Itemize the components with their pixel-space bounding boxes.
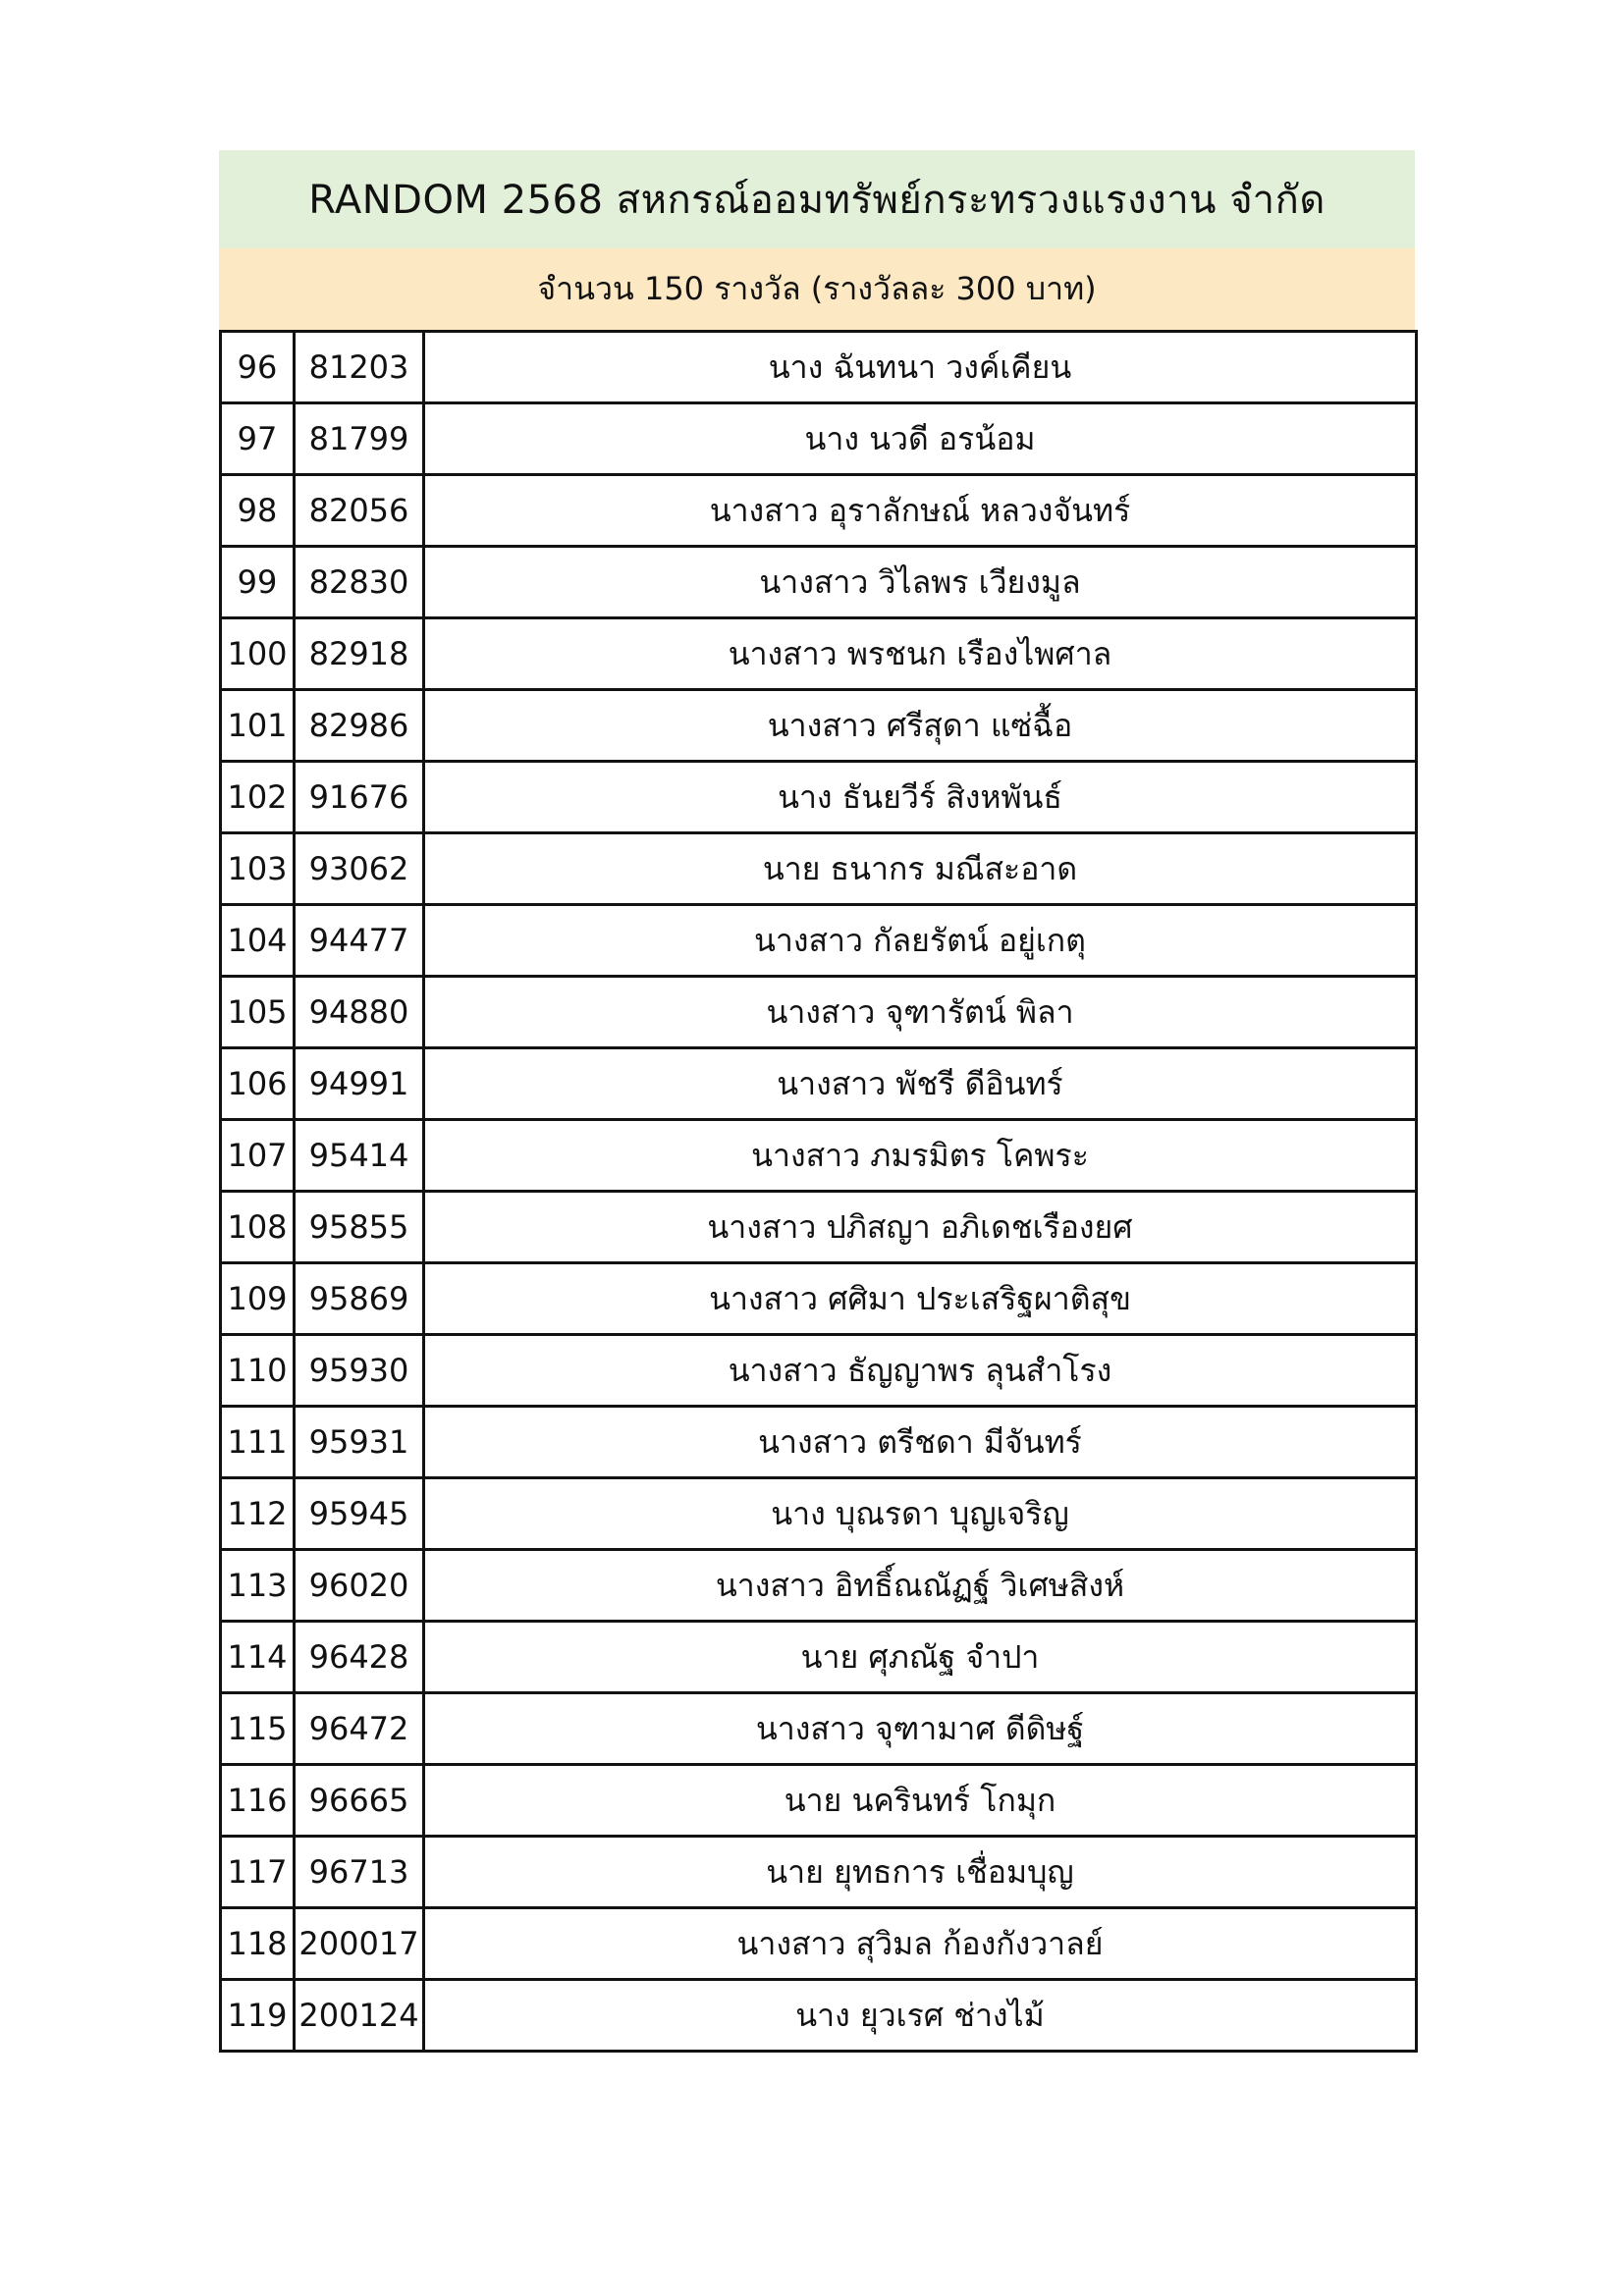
member-id-cell: 82056 [295,475,424,547]
member-id-cell: 95945 [295,1478,424,1550]
row-number-cell: 98 [221,475,295,547]
table-row [221,1908,1417,1980]
row-number-cell: 102 [221,762,295,833]
table-row [221,690,1417,762]
member-name-cell: นาย ยุทธการ เชื่อมบุญ [424,1837,1417,1908]
member-name-cell: นางสาว ตรีชดา มีจันทร์ [424,1407,1417,1478]
table-row [221,1120,1417,1192]
member-name-cell: นางสาว วิไลพร เวียงมูล [424,547,1417,618]
row-number-cell: 114 [221,1622,295,1693]
member-name-cell: นางสาว ศรีสุดา แซ่ฉื้อ [424,690,1417,762]
member-id-cell: 93062 [295,833,424,905]
member-id-cell: 91676 [295,762,424,833]
member-name-cell: นาย ศุภณัฐ จำปา [424,1622,1417,1693]
member-id-cell: 95931 [295,1407,424,1478]
member-name-cell: นางสาว พัชรี ดีอินทร์ [424,1048,1417,1120]
table-row [221,1407,1417,1478]
winners-table-body [221,332,1417,2052]
table-row [221,1837,1417,1908]
row-number-cell: 99 [221,547,295,618]
member-name-cell: นางสาว ปภิสญา อภิเดชเรืองยศ [424,1192,1417,1263]
member-name-cell: นางสาว ภมรมิตร โคพระ [424,1120,1417,1192]
member-name-cell: นางสาว จุฑามาศ ดีดิษฐ์ [424,1693,1417,1765]
member-id-cell: 81203 [295,332,424,403]
member-id-cell: 95855 [295,1192,424,1263]
document-title: RANDOM 2568 สหกรณ์ออมทรัพย์กระทรวงแรงงาน จำกัด [219,150,1415,248]
row-number-cell: 119 [221,1980,295,2052]
table-row [221,1048,1417,1120]
member-id-cell: 82918 [295,618,424,690]
member-id-cell: 82830 [295,547,424,618]
member-name-cell: นางสาว สุวิมล ก้องกังวาลย์ [424,1908,1417,1980]
row-number-cell: 100 [221,618,295,690]
member-name-cell: นาย นครินทร์ โกมุก [424,1765,1417,1837]
member-name-cell: นาง ธันยวีร์ สิงหพันธ์ [424,762,1417,833]
member-id-cell: 94477 [295,905,424,977]
member-id-cell: 200124 [295,1980,424,2052]
member-name-cell: นางสาว ธัญญาพร ลุนสำโรง [424,1335,1417,1407]
row-number-cell: 107 [221,1120,295,1192]
results-document [219,150,1415,2053]
winners-table [219,330,1418,2053]
member-name-cell: นาย ธนากร มณีสะอาด [424,833,1417,905]
row-number-cell: 116 [221,1765,295,1837]
row-number-cell: 111 [221,1407,295,1478]
row-number-cell: 104 [221,905,295,977]
table-row [221,833,1417,905]
table-row [221,1622,1417,1693]
member-id-cell: 96665 [295,1765,424,1837]
table-row [221,1335,1417,1407]
member-id-cell: 96713 [295,1837,424,1908]
document-subtitle: จำนวน 150 รางวัล (รางวัลละ 300 บาท) [219,248,1415,330]
row-number-cell: 118 [221,1908,295,1980]
member-id-cell: 95869 [295,1263,424,1335]
table-row [221,905,1417,977]
member-id-cell: 96472 [295,1693,424,1765]
member-id-cell: 96428 [295,1622,424,1693]
member-id-cell: 94991 [295,1048,424,1120]
member-name-cell: นางสาว อิทธิ์ณณัฏฐ์ วิเศษสิงห์ [424,1550,1417,1622]
row-number-cell: 113 [221,1550,295,1622]
table-row [221,1478,1417,1550]
row-number-cell: 117 [221,1837,295,1908]
table-row [221,403,1417,475]
member-id-cell: 82986 [295,690,424,762]
member-name-cell: นางสาว พรชนก เรืองไพศาล [424,618,1417,690]
table-row [221,1550,1417,1622]
row-number-cell: 97 [221,403,295,475]
member-id-cell: 94880 [295,977,424,1048]
row-number-cell: 105 [221,977,295,1048]
table-row [221,1980,1417,2052]
row-number-cell: 110 [221,1335,295,1407]
table-row [221,1693,1417,1765]
table-row [221,332,1417,403]
member-name-cell: นาง ฉันทนา วงค์เคียน [424,332,1417,403]
row-number-cell: 101 [221,690,295,762]
table-row [221,475,1417,547]
member-id-cell: 95414 [295,1120,424,1192]
table-row [221,977,1417,1048]
member-name-cell: นาง บุณรดา บุญเจริญ [424,1478,1417,1550]
row-number-cell: 115 [221,1693,295,1765]
member-name-cell: นางสาว อุราลักษณ์ หลวงจันทร์ [424,475,1417,547]
member-id-cell: 96020 [295,1550,424,1622]
row-number-cell: 103 [221,833,295,905]
member-name-cell: นางสาว จุฑารัตน์ พิลา [424,977,1417,1048]
row-number-cell: 96 [221,332,295,403]
member-id-cell: 81799 [295,403,424,475]
table-row [221,1263,1417,1335]
member-name-cell: นางสาว กัลยรัตน์ อยู่เกตุ [424,905,1417,977]
table-row [221,547,1417,618]
table-row [221,1192,1417,1263]
table-row [221,1765,1417,1837]
row-number-cell: 109 [221,1263,295,1335]
table-row [221,618,1417,690]
table-row [221,762,1417,833]
row-number-cell: 112 [221,1478,295,1550]
member-name-cell: นาง ยุวเรศ ช่างไม้ [424,1980,1417,2052]
member-id-cell: 200017 [295,1908,424,1980]
member-id-cell: 95930 [295,1335,424,1407]
row-number-cell: 108 [221,1192,295,1263]
row-number-cell: 106 [221,1048,295,1120]
member-name-cell: นาง นวดี อรน้อม [424,403,1417,475]
member-name-cell: นางสาว ศศิมา ประเสริฐผาติสุข [424,1263,1417,1335]
